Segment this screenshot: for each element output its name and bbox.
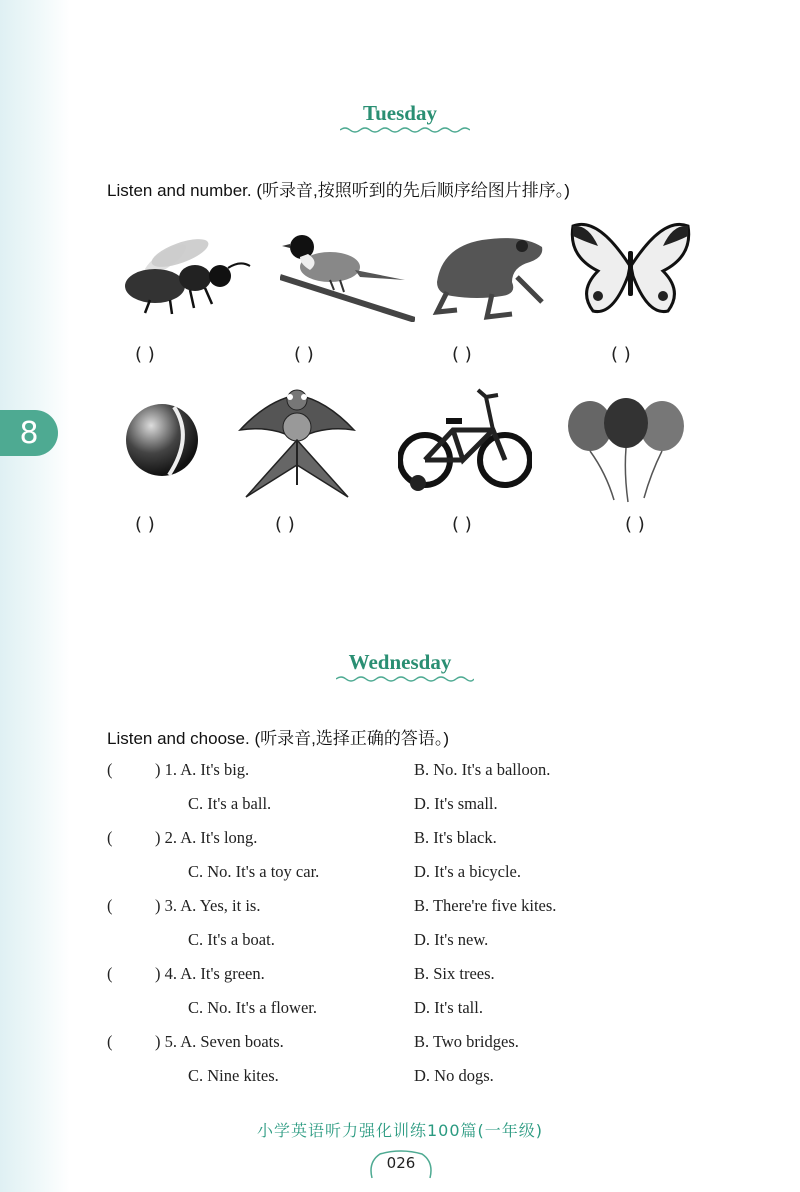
answer-paren[interactable]: ( ) — [611, 344, 631, 365]
answer-paren[interactable]: ( ) — [135, 514, 155, 535]
answer-paren[interactable]: ( ) — [275, 514, 295, 535]
tuesday-wavy-underline — [340, 126, 470, 134]
left-color-band — [0, 0, 70, 1192]
page-number: 026 — [386, 1154, 416, 1172]
answer-paren-open[interactable]: ( — [107, 896, 113, 915]
page-number-badge — [366, 1148, 436, 1182]
bird-icon — [280, 222, 415, 322]
answer-paren[interactable]: ( ) — [135, 344, 155, 365]
question-option-c: C. Nine kites. — [188, 1066, 279, 1085]
question-option-d: D. It's tall. — [414, 998, 483, 1017]
kite-icon — [238, 385, 356, 500]
butterfly-icon — [568, 216, 693, 324]
question-option-d: D. It's small. — [414, 794, 498, 813]
question-option-d: D. It's new. — [414, 930, 489, 949]
question-option-a: ) 5. A. Seven boats. — [155, 1032, 284, 1051]
answer-paren-open[interactable]: ( — [107, 964, 113, 983]
question-option-b: B. There're five kites. — [414, 896, 557, 915]
question-option-a: ) 2. A. It's long. — [155, 828, 258, 847]
bicycle-icon — [398, 385, 532, 495]
answer-paren[interactable]: ( ) — [452, 344, 472, 365]
bee-icon — [110, 228, 260, 318]
answer-paren[interactable]: ( ) — [294, 344, 314, 365]
wednesday-instruction: Listen and choose. (听录音,选择正确的答语。) — [107, 729, 449, 748]
answer-paren[interactable]: ( ) — [452, 514, 472, 535]
tuesday-instruction: Listen and number. (听录音,按照听到的先后顺序给图片排序。) — [107, 181, 570, 200]
question-option-a: ) 4. A. It's green. — [155, 964, 265, 983]
question-option-d: D. No dogs. — [414, 1066, 494, 1085]
balloons-icon — [566, 398, 686, 503]
question-option-c: C. It's a ball. — [188, 794, 272, 813]
question-option-b: B. No. It's a balloon. — [414, 760, 551, 779]
question-option-c: C. It's a boat. — [188, 930, 275, 949]
book-title: 小学英语听力强化训练100篇(一年级) — [256, 1121, 544, 1140]
question-option-b: B. Six trees. — [414, 964, 495, 983]
answer-paren-open[interactable]: ( — [107, 760, 113, 779]
question-option-a: ) 1. A. It's big. — [155, 760, 250, 779]
question-option-b: B. It's black. — [414, 828, 497, 847]
question-option-c: C. No. It's a flower. — [188, 998, 317, 1017]
tuesday-title: Tuesday — [363, 101, 437, 125]
frog-icon — [432, 222, 550, 322]
question-option-c: C. No. It's a toy car. — [188, 862, 320, 881]
question-option-b: B. Two bridges. — [414, 1032, 519, 1051]
ball-icon — [124, 402, 200, 478]
unit-tab: 8 — [0, 410, 58, 456]
answer-paren-open[interactable]: ( — [107, 1032, 113, 1051]
wednesday-title: Wednesday — [348, 650, 452, 674]
answer-paren-open[interactable]: ( — [107, 828, 113, 847]
question-option-d: D. It's a bicycle. — [414, 862, 521, 881]
wednesday-wavy-underline — [336, 675, 474, 683]
question-option-a: ) 3. A. Yes, it is. — [155, 896, 261, 915]
answer-paren[interactable]: ( ) — [625, 514, 645, 535]
